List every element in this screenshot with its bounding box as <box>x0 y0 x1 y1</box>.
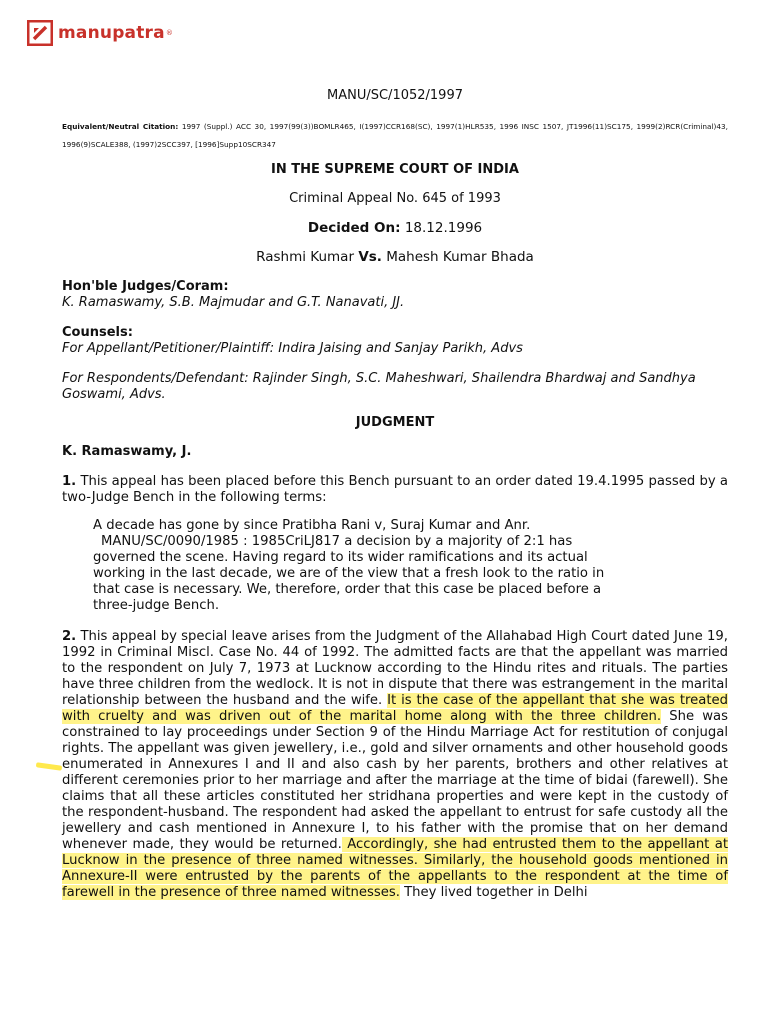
decided-on-label: Decided On: <box>307 220 401 236</box>
counsel-respondent: For Respondents/Defendant: Rajinder Singh, S.C. Maheshwari, Shailendra Bhardwaj and Sandhya Goswami, Advs. <box>62 371 696 402</box>
highlighted-text: Accordingly, she had entrusted them to the appellant at Lucknow in the presence of three named witnesses. Similarly, the household goods mentioned in Annexure-II were entrusted by the parents of the appellants to the respondent at the time of farewell in the presence of three named witnesses. <box>62 837 728 900</box>
party-appellant: Rashmi Kumar <box>256 249 355 265</box>
logo-text: manupatra <box>58 23 165 43</box>
counsel-appellant: For Appellant/Petitioner/Plaintiff: Indira Jaising and Sanjay Parikh, Advs <box>62 341 523 356</box>
quote-line: MANU/SC/0090/1985 : 1985CriLJ817 a decision by a majority of 2:1 has <box>101 534 573 549</box>
margin-highlight-mark <box>36 762 62 771</box>
case-parties <box>62 249 728 265</box>
paragraph-2-text: She was constrained to lay proceedings under Section 9 of the Hindu Marriage Act for restitution of conjugal rights. The appellant was given jewellery, i.e., gold and silver ornaments and other household goods enumerated in Annexures I and II and also cash by her parents, brothers and other relatives at different ceremonies prior to her marriage and after the marriage at the time of bidai (farewell). She claims that all these articles constituted her stridhana properties and were kept in the custody of the respondent-husband. The respondent had asked the appellant to entrust for safe custody all the jewellery and cash mentioned in Annexure I, to his father with the promise that on her demand whenever made, they would be returned. <box>62 709 728 852</box>
party-respondent: Mahesh Kumar Bhada <box>386 249 534 265</box>
versus-label: Vs. <box>358 249 382 265</box>
authoring-judge: K. Ramaswamy, J. <box>62 444 192 459</box>
quote-line: governed the scene. Having regard to its wider ramifications and its actual <box>93 550 588 565</box>
equivalent-citation-text: 1997 (Suppl.) ACC 30, 1997(99(3))BOMLR465, I(1997)CCR168(SC), 1997(1)HLR535, 1996 INSC 1507, JT1996(11)SC175, 1999(2)RCR(Criminal)43, 1996(9)SCALE388, (1997)2SCC397, [1996]Supp10SCR347 <box>62 122 728 149</box>
quote-line: A decade has gone by since Pratibha Rani v, Suraj Kumar and Anr. <box>93 518 531 533</box>
highlighted-text: It is the case of the appellant that she was treated with cruelty and was driven out of the marital home along with the three children. <box>62 693 728 724</box>
coram-heading: Hon'ble Judges/Coram: <box>62 279 229 294</box>
equivalent-citation-label: Equivalent/Neutral Citation: <box>62 122 179 131</box>
quoted-order <box>93 518 683 614</box>
decided-on <box>62 220 728 236</box>
manupatra-logo-icon <box>27 20 53 46</box>
coram-judges: K. Ramaswamy, S.B. Majmudar and G.T. Nanavati, JJ. <box>62 295 405 310</box>
decided-on-date: 18.12.1996 <box>404 220 483 236</box>
manu-citation: MANU/SC/1052/1997 <box>327 88 463 103</box>
coram-section <box>62 279 728 311</box>
counsels-heading: Counsels: <box>62 325 133 340</box>
paragraph-2 <box>62 629 728 901</box>
quote-line: three-judge Bench. <box>93 598 220 613</box>
paragraph-1-text: This appeal has been placed before this Bench pursuant to an order dated 19.4.1995 passed by a two-Judge Bench in the following terms: <box>62 474 728 505</box>
court-name: IN THE SUPREME COURT OF INDIA <box>271 162 519 177</box>
paragraph-1 <box>62 474 728 506</box>
paragraph-number: 1. <box>62 474 77 489</box>
appeal-number: Criminal Appeal No. 645 of 1993 <box>289 191 501 206</box>
paragraph-2-text: This appeal by special leave arises from the Judgment of the Allahabad High Court dated June 19, 1992 in Criminal Miscl. Case No. 44 of 1992. The admitted facts are that the appellant was married to the respondent on July 7, 1973 at Lucknow according to the Hindu rites and rituals. The parties have three children from the wedlock. It is not in dispute that there was estrangement in the marital relationship between the husband and the wife. <box>62 629 728 708</box>
paragraph-number: 2. <box>62 629 77 644</box>
paragraph-2-text: They lived together in Delhi <box>399 885 588 900</box>
quote-line: that case is necessary. We, therefore, order that this case be placed before a <box>93 582 602 597</box>
equivalent-citation <box>62 118 728 154</box>
counsels-section <box>62 325 728 357</box>
judgment-heading: JUDGMENT <box>355 415 435 430</box>
manupatra-logo <box>27 20 173 46</box>
quote-line: working in the last decade, we are of the view that a fresh look to the ratio in <box>93 566 605 581</box>
logo-registered-mark: ® <box>165 29 173 37</box>
